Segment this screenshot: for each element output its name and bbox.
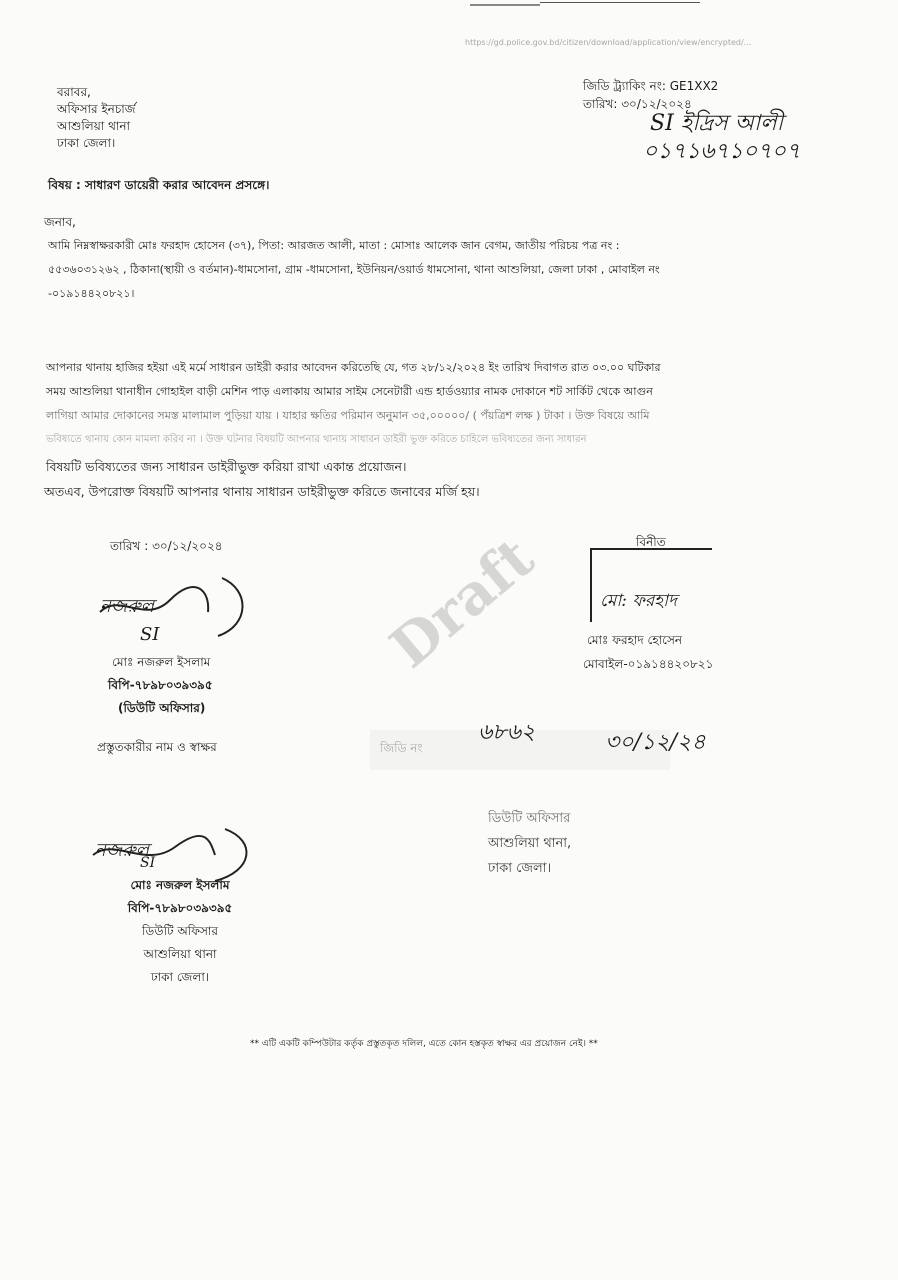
draft-watermark: Draft: [378, 524, 547, 682]
gd-entry-number: ৬৮৬২: [478, 720, 536, 745]
main-line1: আপনার থানায় হাজির হইয়া এই মর্মে সাধারন ডাইরী করার আবেদন করিতেছি যে, গত ২৮/১২/২০২৪ ইং তারিখ দিবাগত রাত ০৩.০০ ঘটিকার: [46, 361, 661, 374]
salutation: জনাব,: [44, 215, 76, 229]
duty-officer-stamp: [488, 806, 571, 881]
handwritten-phone: ০১৭১৬৭১০৭০৭: [643, 139, 801, 164]
recipient-line4: ঢাকা জেলা।: [57, 136, 116, 150]
intro-line2: ৫৫৩৬০৩১২৬২ , ঠিকানা(স্থায়ী ও বর্তমান)-ধামসোনা, গ্রাম -ধামসোনা, ইউনিয়ন/ওয়ার্ড ধামসোনা, থানা আশুলিয়া, জেলা ঢাকা , মোবাইল নং: [48, 263, 660, 276]
top-rule: [540, 2, 700, 3]
application-date: তারিখ : ৩০/১২/২০২৪: [110, 539, 223, 553]
main-paragraph: [46, 356, 661, 452]
recipient-line3: আশুলিয়া থানা: [57, 119, 130, 133]
gd-tracking-number: জিডি ট্র্যাকিং নং: GE1XX2: [583, 79, 719, 93]
intro-line1: আমি নিম্নস্বাক্ষরকারী মোঃ ফরহাদ হোসেন (৩৭), পিতা: আরজত আলী, মাতা : মোসাঃ আলেক জান বেগম, জাতীয় পরিচয় পত্র নং :: [48, 239, 620, 252]
officer2-district: ঢাকা জেলা।: [150, 970, 210, 984]
officer2-bp: বিপি-৭৮৯৮০৩৯৩৯৫: [127, 901, 233, 915]
stamp-line1: ডিউটি অফিসার: [488, 811, 571, 826]
url-strip: https://gd.police.gov.bd/citizen/download/application/view/encrypted/...: [465, 38, 752, 47]
intro-line3: -০১৯১৪৪২০৮২১।: [48, 287, 135, 300]
top-header-remnant: [470, 0, 540, 6]
main-line2: সময় আশুলিয়া থানাধীন গোহাইল বাড়ী মেশিন পাড় এলাকায় আমার সাইম সেনেটারী এন্ড হার্ডওয়্যার নামক দোকানে শট সার্কিট থেকে আগুন: [46, 385, 653, 398]
officer2-station: আশুলিয়া থানা: [143, 947, 217, 961]
subject-line: বিষয় : সাধারণ ডায়েরী করার আবেদন প্রসঙ্গে।: [48, 178, 270, 192]
main-line4: ভবিষ্যতে থানায় কোন মামলা করিব না । উক্ত ঘটনার বিষয়টি আপনার থানায় সাধারন ডাইরী ভুক্ত করিতে চাহিলে ভবিষ্যতের জন্য সাধারন: [46, 434, 587, 445]
officer1-bp: বিপি-৭৮৯৮০৩৯৩৯৫: [108, 678, 213, 692]
officer2-si-mark: SI: [140, 855, 156, 871]
officer2-signature: নজরুল: [95, 840, 150, 861]
intro-paragraph: [48, 234, 660, 306]
handwritten-officer-name: SI ইদ্রিস আলী: [650, 111, 783, 136]
recipient-line1: বরাবর,: [57, 85, 91, 99]
stamp-line3: ঢাকা জেলা।: [488, 861, 552, 876]
officer2-name: মোঃ নজরুল ইসলাম: [130, 878, 230, 892]
prepared-by-label: প্রস্তুতকারীর নাম ও স্বাক্ষর: [97, 740, 217, 754]
officer1-name: মোঃ নজরুল ইসলাম: [112, 655, 211, 669]
gd-entry-label: জিডি নং: [380, 741, 423, 755]
officer1-signature: নজরুল: [100, 596, 155, 617]
recipient-line2: অফিসার ইনচার্জ: [57, 102, 136, 116]
main-line6: অতএব, উপরোক্ত বিষয়টি আপনার থানায় সাধারন ডাইরীভুক্ত করিতে জনাবের মর্জি হয়।: [44, 484, 480, 499]
applicant-mobile: মোবাইল-০১৯১৪৪২০৮২১: [583, 657, 714, 671]
applicant-signature: মো: ফরহাদ: [600, 591, 677, 611]
footer-note: ** এটি একটি কম্পিউটার কর্তৃক প্রস্তুতকৃত দলিল, এতে কোন হস্তকৃত স্বাক্ষর এর প্রয়োজন নেই। **: [250, 1039, 598, 1049]
recipient-block: [57, 84, 136, 152]
gd-entry-date: ৩০/১২/২৪: [605, 730, 706, 755]
officer1-role: (ডিউটি অফিসার): [118, 701, 206, 715]
header-date: তারিখ: ৩০/১২/২০২৪: [583, 97, 692, 111]
main-line3: লাগিয়া আমার দোকানের সমস্ত মালামাল পুড়িয়া যায় । যাহার ক্ষতির পরিমান অনুমান ৩৫,০০০০০/ ( পঁয়ত্রিশ লক্ষ ) টাকা । উক্ত বিষয়ে আমি: [46, 409, 650, 422]
officer1-si-mark: SI: [140, 624, 160, 645]
applicant-name: মোঃ ফরহাদ হোসেন: [587, 633, 683, 647]
binito-label: বিনীত: [636, 535, 666, 549]
officer2-block: [105, 874, 255, 989]
stamp-line2: আশুলিয়া থানা,: [488, 836, 572, 851]
officer2-role: ডিউটি অফিসার: [141, 924, 218, 938]
main-line5: বিষয়টি ভবিষ্যতের জন্য সাধারন ডাইরীভুক্ত করিয়া রাখা একান্ত প্রয়োজন।: [46, 459, 407, 474]
